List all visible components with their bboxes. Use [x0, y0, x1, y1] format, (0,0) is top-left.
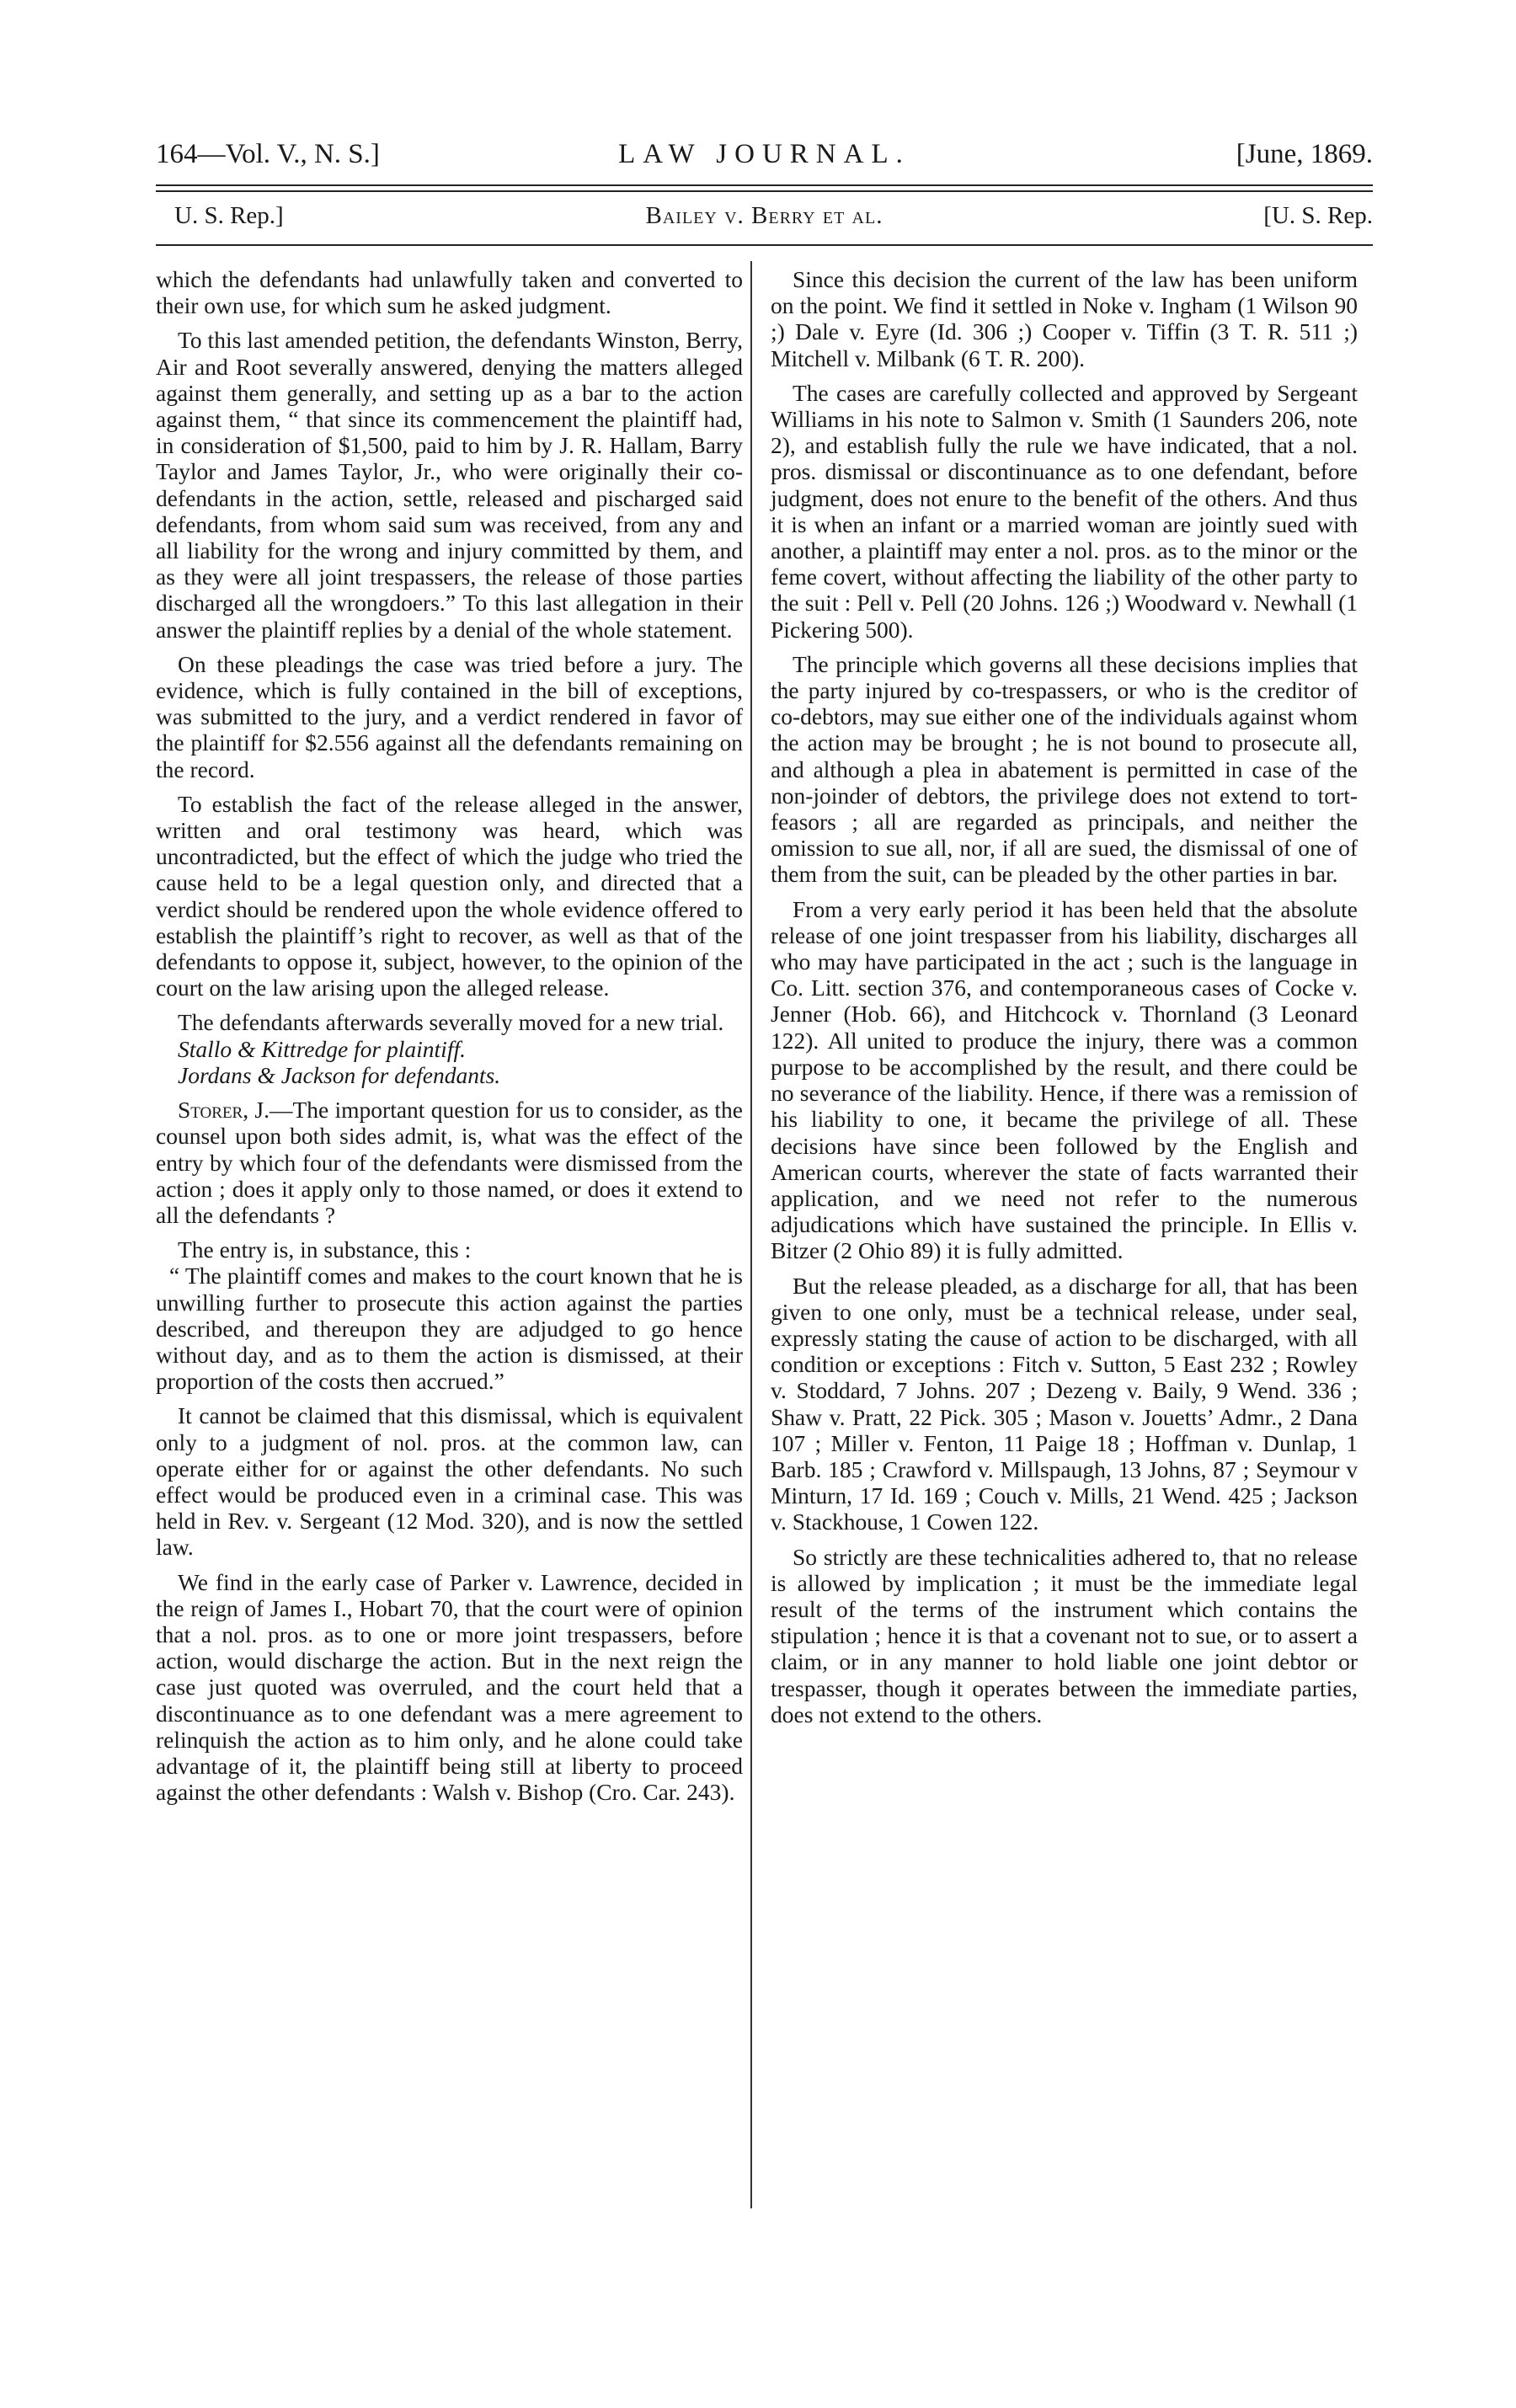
counsel-for-defendants: Jordans & Jackson for defendants.: [178, 1061, 501, 1088]
paragraph: The entry is, in substance, this :: [178, 1236, 472, 1263]
issue-date: [June, 1869.: [1236, 139, 1373, 169]
opinion-text: —The important question for us to consider, as the counsel upon both sides admit, is, what was the effect of the entry by which four of the defendants were dismissed from the action ; does it apply only to those named, or does it extend to all the defendants ?: [156, 1097, 744, 1228]
page-volume-label: 164—Vol. V., N. S.]: [156, 139, 380, 169]
paragraph: On these pleadings the case was tried before a jury. The evidence, which is fully contained in the bill of exceptions, was submitted to the jury, and a verdict rendered in favor of the plaintiff for $2.556 against all the defendants remaining on the record.: [156, 650, 743, 782]
counsel-for-plaintiff: Stallo & Kittredge for plaintiff.: [178, 1035, 466, 1062]
paragraph: So strictly are these technicalities adhered to, that no release is allowed by implication ; it must be the immediate legal result of the terms of the instrument which contains the stipulation ; hence it is that a covenant not to sue, or to assert a claim, or in any manner to hold liable one joint debtor or trespasser, though it operates between the immediate parties, does not extend to the others.: [771, 1543, 1358, 1727]
paragraph: which the defendants had unlawfully taken and converted to their own use, for which sum he asked judgment.: [156, 266, 743, 319]
paragraph: It cannot be claimed that this dismissal, which is equivalent only to a judgment of nol. pros. at the common law, can operate either for or against the other defendants. No such effect would be produced even in a criminal case. This was held in Rev. v. Sergeant (12 Mod. 320), and is now the settled law.: [156, 1402, 743, 1561]
paragraph: Since this decision the current of the law has been uniform on the point. We find it settled in Noke v. Ingham (1 Wilson 90 ;) Dale v. Eyre (Id. 306 ;) Cooper v. Tiffin (3 T. R. 511 ;) Mitchell v. Milbank (6 T. R. 200).: [771, 266, 1358, 371]
journal-title: LAW JOURNAL.: [618, 139, 910, 169]
paragraph: The defendants afterwards severally moved for a new trial.: [178, 1009, 724, 1036]
left-column: [156, 266, 743, 2203]
case-title: Bailey v. Berry et al.: [645, 202, 883, 229]
running-head: [156, 133, 1373, 175]
column-divider: [750, 261, 752, 2208]
paragraph: The cases are carefully collected and approved by Sergeant Williams in his note to Salmon v. Smith (1 Saunders 206, note 2), and establish fully the rule we have indicated, that a nol. pros. dismissal or discontinuance as to one defendant, before judgment, does not enure to the benefit of the others. And thus it is when an infant or a married woman are jointly sued with another, a plaintiff may enter a nol. pros. as to the minor or the feme covert, without affecting the liability of the other party to the suit : Pell v. Pell (20 Johns. 126 ;) Woodward v. Newhall (1 Pickering 500).: [771, 379, 1358, 643]
judge-name: Storer, J.: [178, 1097, 270, 1124]
header-double-rule: [156, 184, 1373, 192]
header-rule: [156, 244, 1373, 246]
paragraph: The principle which governs all these decisions implies that the party injured by co-trespassers, or who is the creditor of co-debtors, may sue either one of the individuals against whom the action may be brought ; he is not bound to prosecute all, and although a plea in abatement is permitted in case of the non-joinder of debtors, the privilege does not extend to tort-feasors ; all are regarded as principals, and neither the omission to sue all, nor, if all are sued, the dismissal of one of them from the suit, can be pleaded by the other parties in bar.: [771, 650, 1358, 888]
opinion-opening: [156, 1097, 743, 1228]
paragraph: From a very early period it has been held that the absolute release of one joint trespasser from his liability, discharges all who may have participated in the act ; such is the language in Co. Litt. section 376, and contemporaneous cases of Cocke v. Jenner (Hob. 66), and Hitchcock v. Thornland (3 Leonard 122). All united to produce the injury, there was a common purpose to be accomplished by the result, and there could be no severance of the liability. Hence, if there was a remission of his liability to one, it became the privilege of all. These decisions have since been followed by the English and American courts, wherever the state of facts warranted their application, and we need not refer to the numerous adjudications which have sustained the principle. In Ellis v. Bitzer (2 Ohio 89) it is fully admitted.: [771, 895, 1358, 1264]
right-column: [771, 266, 1358, 2203]
reporter-left: U. S. Rep.]: [174, 202, 284, 229]
paragraph: To this last amended petition, the defendants Winston, Berry, Air and Root severally answered, denying the matters alleged against them generally, and setting up as a bar to the action against them, “ that since its commencement the plaintiff had, in consideration of $1,500, paid to him by J. R. Hallam, Barry Taylor and James Taylor, Jr., who were originally their co-defendants in the action, settle, released and pischarged said defendants, from whom said sum was received, from any and all liability for the wrong and injury committed by them, and as they were all joint trespassers, the release of those parties discharged all the wrongdoers.” To this last allegation in their answer the plaintiff replies by a denial of the whole statement.: [156, 327, 743, 643]
reporter-right: [U. S. Rep.: [1263, 202, 1373, 229]
paragraph: To establish the fact of the release alleged in the answer, written and oral testimony was heard, which was uncontradicted, but the effect of which the judge who tried the cause held to be a legal question only, and directed that a verdict should be rendered upon the whole evidence offered to establish the plaintiff’s right to recover, as well as that of the defendants to oppose it, subject, however, to the opinion of the court on the law arising upon the alleged release.: [156, 790, 743, 1001]
paragraph: We find in the early case of Parker v. Lawrence, decided in the reign of James I., Hobart 70, that the court were of opinion that a nol. pros. as to one or more joint trespassers, before action, would discharge the action. But in the next reign the case just quoted was overruled, and the court held that a discontinuance as to one defendant was a mere agreement to relinquish the action as to him only, and he alone could take advantage of it, the plaintiff being still at liberty to proceed against the other defendants : Walsh v. Bishop (Cro. Car. 243).: [156, 1568, 743, 1806]
paragraph: But the release pleaded, as a discharge for all, that has been given to one only, must be a technical release, under seal, expressly stating the cause of action to be discharged, with all condition or exceptions : Fitch v. Sutton, 5 East 232 ; Rowley v. Stoddard, 7 Johns. 207 ; Dezeng v. Baily, 9 Wend. 336 ; Shaw v. Pratt, 22 Pick. 305 ; Mason v. Jouetts’ Admr., 2 Dana 107 ; Miller v. Fenton, 11 Paige 18 ; Hoffman v. Dunlap, 1 Barb. 185 ; Crawford v. Millspaugh, 13 Johns, 87 ; Seymour v Minturn, 17 Id. 169 ; Couch v. Mills, 21 Wend. 425 ; Jackson v. Stackhouse, 1 Cowen 122.: [771, 1272, 1358, 1535]
quoted-entry: “ The plaintiff comes and makes to the court known that he is unwilling further to prosecute this action against the parties described, and thereupon they are adjudged to go hence without day, and as to them the action is dismissed, at their proportion of the costs then accrued.”: [156, 1263, 743, 1395]
case-header: [156, 199, 1373, 232]
